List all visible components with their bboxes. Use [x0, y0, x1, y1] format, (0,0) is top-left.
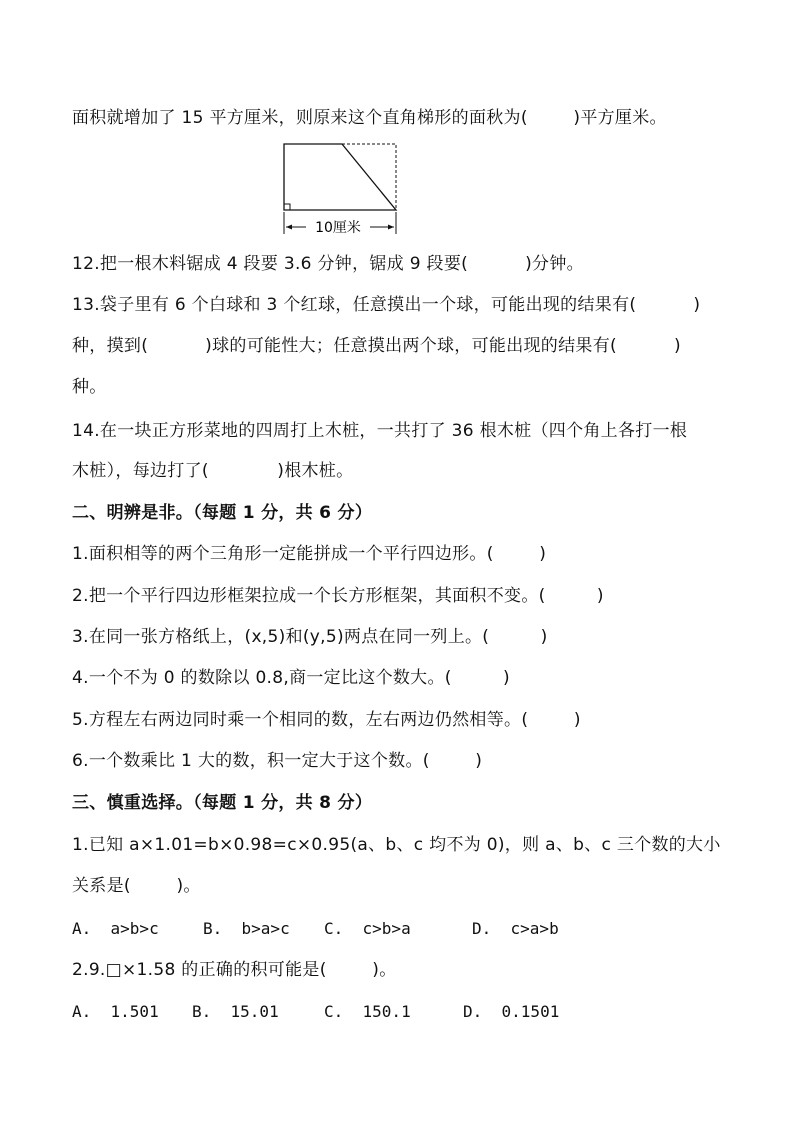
question-13-line2: 种，摸到( )球的可能性大；任意摸出两个球，可能出现的结果有( ): [72, 336, 681, 356]
question-12: 12.把一根木料锯成 4 段要 3.6 分钟，锯成 9 段要( )分钟。: [72, 254, 584, 274]
judge-item: 3.在同一张方格纸上，(x,5)和(y,5)两点在同一列上。( ): [72, 627, 548, 647]
question-14-line2: 木桩），每边打了( )根木桩。: [72, 461, 354, 481]
choice-question-1-line2: 关系是( )。: [72, 876, 201, 896]
option-c: C. c>b>a: [324, 919, 411, 938]
right-angle-mark: [284, 204, 290, 210]
question-13-line3: 种。: [72, 377, 107, 397]
judge-item: 4.一个不为 0 的数除以 0.8,商一定比这个数大。( ): [72, 668, 510, 688]
question-13-line1: 13.袋子里有 6 个白球和 3 个红球，任意摸出一个球，可能出现的结果有( ): [72, 295, 701, 315]
question-11-continuation: 面积就增加了 15 平方厘米，则原来这个直角梯形的面秋为( )平方厘米。: [72, 108, 667, 128]
option-d: D. c>a>b: [472, 919, 559, 938]
option-a: A. 1.501: [72, 1002, 159, 1021]
judge-item: 2.把一个平行四边形框架拉成一个长方形框架，其面积不变。( ): [72, 586, 604, 606]
option-a: A. a>b>c: [72, 919, 159, 938]
judge-item: 6.一个数乘比 1 大的数，积一定大于这个数。( ): [72, 751, 483, 771]
section-2-heading: 二、明辨是非。（每题 1 分，共 6 分）: [72, 503, 373, 523]
option-c: C. 150.1: [324, 1002, 411, 1021]
trapezoid-shape: [284, 144, 396, 210]
option-b: B. 15.01: [192, 1002, 279, 1021]
choice-question-2: 2.9.□×1.58 的正确的积可能是( )。: [72, 960, 397, 980]
judge-item: 5.方程左右两边同时乘一个相同的数，左右两边仍然相等。( ): [72, 710, 581, 730]
option-d: D. 0.1501: [463, 1002, 560, 1021]
question-14-line1: 14.在一块正方形菜地的四周打上木桩，一共打了 36 根木桩（四个角上各打一根: [72, 421, 688, 441]
trapezoid-figure: [276, 140, 406, 240]
option-b: B. b>a>c: [203, 919, 290, 938]
section-3-heading: 三、慎重选择。（每题 1 分，共 8 分）: [72, 793, 373, 813]
choice-question-1-line1: 1.已知 a×1.01=b×0.98=c×0.95(a、b、c 均不为 0)，则 a、b、c 三个数的大小: [72, 835, 721, 855]
dimension-label: 10厘米: [315, 220, 361, 236]
judge-item: 1.面积相等的两个三角形一定能拼成一个平行四边形。( ): [72, 544, 547, 564]
